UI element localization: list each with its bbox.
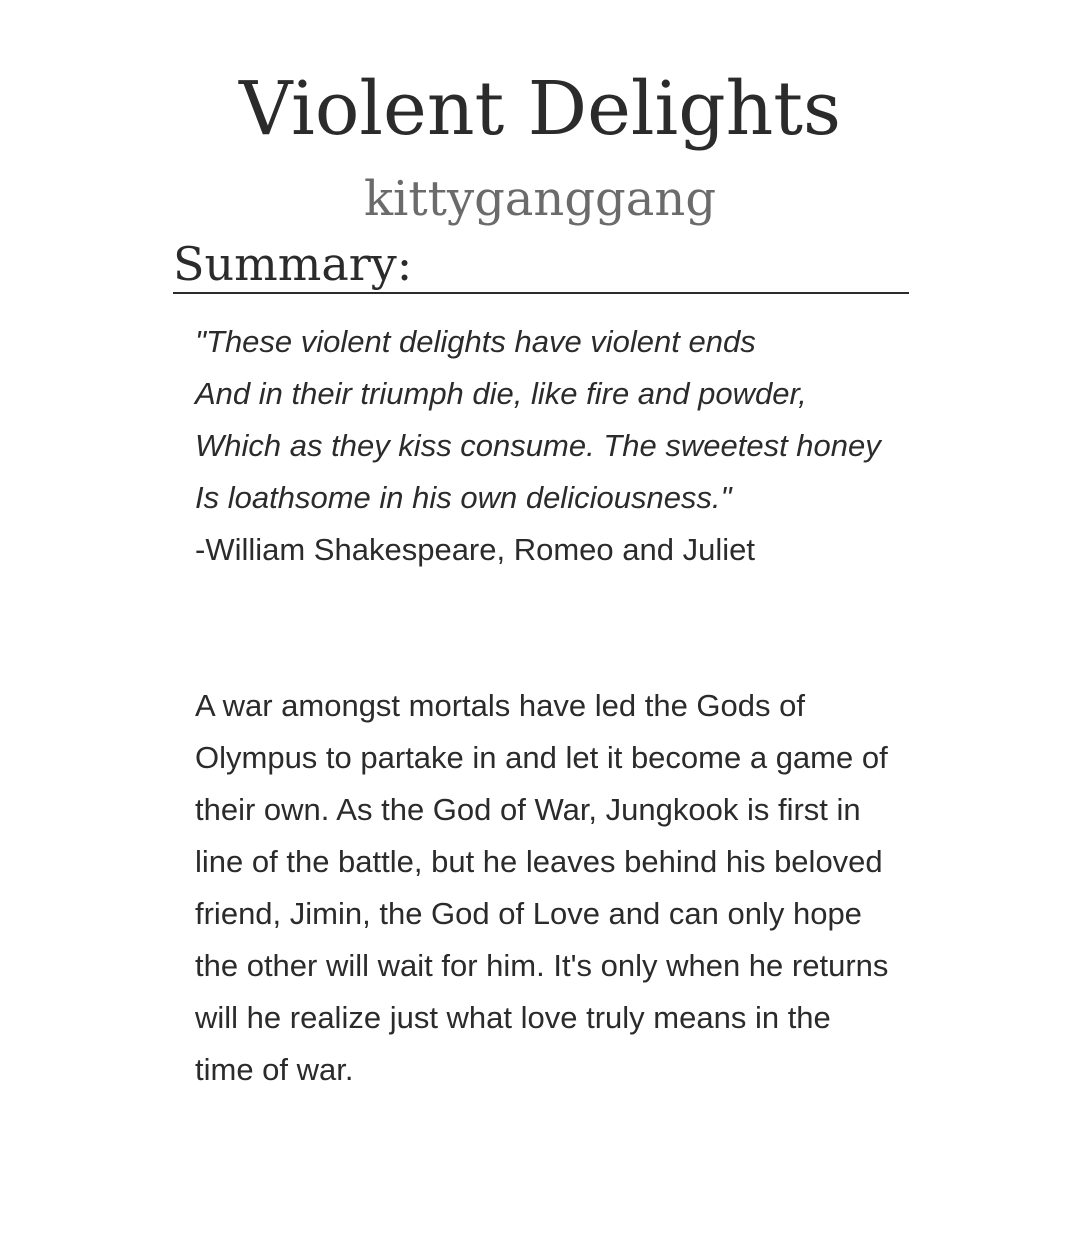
summary-description: A war amongst mortals have led the Gods of Olympus to partake in and let it become a game of their own. As the God of War, Jungkook is first in line of the battle, but he leaves behind his beloved friend, Jimin, the God of Love and can only hope the other will wait for him. It's only when he returns will he realize just what love truly means in the time of war.	[195, 688, 889, 1087]
work-author[interactable]: kittyganggang	[363, 171, 717, 227]
quote-line: And in their triumph die, like fire and powder,	[195, 376, 807, 411]
quote-line: "These violent delights have violent ends	[195, 324, 756, 359]
summary-heading: Summary:	[173, 236, 909, 294]
work-title: Violent Delights	[239, 66, 841, 152]
summary-body	[195, 316, 895, 1096]
quote-line: Which as they kiss consume. The sweetest honey	[195, 428, 881, 463]
quote-line: Is loathsome in his own deliciousness."	[195, 480, 732, 515]
quote-attribution: -William Shakespeare, Romeo and Juliet	[195, 532, 755, 567]
